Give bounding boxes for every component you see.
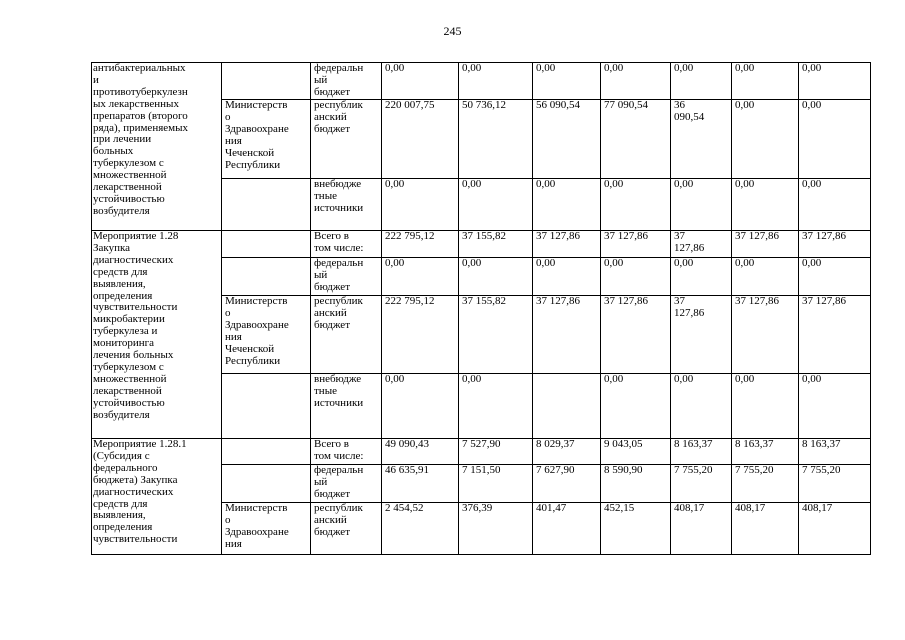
value-cell: 0,00	[601, 374, 671, 439]
activity-name-cell: антибактериальных и противотуберкулезн ых лекарственных препаратов (второго ряда), применяемых при лечении больных туберкулезом с множественной лекарственной устойчивостью возбудителя	[92, 63, 222, 231]
value-cell: 37 127,86	[799, 296, 871, 374]
funding-source-cell: внебюдже тные источники	[311, 179, 382, 231]
value-cell: 37 127,86	[671, 296, 732, 374]
funding-source-cell: федеральн ый бюджет	[311, 258, 382, 296]
value-cell: 8 163,37	[799, 439, 871, 465]
value-cell: 408,17	[732, 503, 799, 555]
value-cell: 222 795,12	[382, 231, 459, 258]
value-cell: 0,00	[671, 179, 732, 231]
value-cell: 0,00	[671, 374, 732, 439]
activity-name-cell: Мероприятие 1.28 Закупка диагностических средств для выявления, определения чувствительности микробактерии туберкулеза и мониторинга лечения больных туберкулезом с множественной лекарственной устойчивостью возбудителя	[92, 231, 222, 439]
value-cell: 37 127,86	[732, 296, 799, 374]
value-cell: 37 127,86	[601, 231, 671, 258]
executor-cell: Министерств о Здравоохране ния	[222, 503, 311, 555]
value-cell: 0,00	[799, 374, 871, 439]
value-cell: 37 127,86	[601, 296, 671, 374]
page-number: 245	[443, 24, 462, 38]
value-cell: 7 151,50	[459, 465, 533, 503]
table-row	[92, 439, 871, 465]
value-cell: 37 155,82	[459, 296, 533, 374]
value-cell: 50 736,12	[459, 100, 533, 179]
value-cell: 0,00	[732, 179, 799, 231]
value-cell: 2 454,52	[382, 503, 459, 555]
value-cell: 0,00	[459, 63, 533, 100]
executor-cell: Министерств о Здравоохране ния Чеченской Республики	[222, 100, 311, 179]
value-cell: 37 127,86	[533, 296, 601, 374]
value-cell: 37 155,82	[459, 231, 533, 258]
value-cell: 36 090,54	[671, 100, 732, 179]
value-cell: 401,47	[533, 503, 601, 555]
value-cell: 0,00	[732, 100, 799, 179]
value-cell: 0,00	[533, 63, 601, 100]
funding-source-cell: Всего в том числе:	[311, 231, 382, 258]
value-cell: 7 627,90	[533, 465, 601, 503]
value-cell: 46 635,91	[382, 465, 459, 503]
value-cell: 408,17	[671, 503, 732, 555]
value-cell: 0,00	[601, 63, 671, 100]
executor-cell	[222, 465, 311, 503]
value-cell: 37 127,86	[671, 231, 732, 258]
value-cell: 0,00	[533, 258, 601, 296]
value-cell: 0,00	[799, 100, 871, 179]
value-cell: 8 163,37	[732, 439, 799, 465]
budget-table	[91, 62, 871, 555]
value-cell: 408,17	[799, 503, 871, 555]
value-cell: 0,00	[459, 258, 533, 296]
value-cell: 8 163,37	[671, 439, 732, 465]
value-cell: 0,00	[382, 179, 459, 231]
funding-source-cell: республик анский бюджет	[311, 100, 382, 179]
executor-cell	[222, 179, 311, 231]
activity-name-cell: Мероприятие 1.28.1 (Субсидия с федерального бюджета) Закупка диагностических средств для выявления, определения чувствительности	[92, 439, 222, 555]
value-cell: 0,00	[382, 374, 459, 439]
value-cell: 7 755,20	[671, 465, 732, 503]
executor-cell	[222, 439, 311, 465]
value-cell: 376,39	[459, 503, 533, 555]
funding-source-cell: федеральн ый бюджет	[311, 465, 382, 503]
executor-cell: Министерств о Здравоохране ния Чеченской Республики	[222, 296, 311, 374]
table-row	[92, 63, 871, 100]
value-cell: 0,00	[799, 63, 871, 100]
value-cell: 0,00	[382, 63, 459, 100]
value-cell: 0,00	[799, 179, 871, 231]
value-cell: 222 795,12	[382, 296, 459, 374]
value-cell: 452,15	[601, 503, 671, 555]
value-cell: 37 127,86	[533, 231, 601, 258]
value-cell: 8 590,90	[601, 465, 671, 503]
executor-cell	[222, 231, 311, 258]
value-cell: 8 029,37	[533, 439, 601, 465]
value-cell: 0,00	[732, 258, 799, 296]
funding-source-cell: республик анский бюджет	[311, 503, 382, 555]
value-cell	[533, 374, 601, 439]
value-cell: 7 527,90	[459, 439, 533, 465]
value-cell: 0,00	[732, 63, 799, 100]
executor-cell	[222, 374, 311, 439]
table-row	[92, 231, 871, 258]
funding-source-cell: Всего в том числе:	[311, 439, 382, 465]
value-cell: 37 127,86	[732, 231, 799, 258]
value-cell: 0,00	[671, 63, 732, 100]
funding-source-cell: внебюдже тные источники	[311, 374, 382, 439]
value-cell: 0,00	[601, 258, 671, 296]
executor-cell	[222, 258, 311, 296]
value-cell: 0,00	[799, 258, 871, 296]
value-cell: 37 127,86	[799, 231, 871, 258]
value-cell: 0,00	[459, 179, 533, 231]
value-cell: 0,00	[533, 179, 601, 231]
funding-source-cell: федеральн ый бюджет	[311, 63, 382, 100]
value-cell: 7 755,20	[732, 465, 799, 503]
value-cell: 0,00	[601, 179, 671, 231]
value-cell: 220 007,75	[382, 100, 459, 179]
value-cell: 9 043,05	[601, 439, 671, 465]
value-cell: 7 755,20	[799, 465, 871, 503]
value-cell: 56 090,54	[533, 100, 601, 179]
value-cell: 49 090,43	[382, 439, 459, 465]
value-cell: 77 090,54	[601, 100, 671, 179]
value-cell: 0,00	[459, 374, 533, 439]
value-cell: 0,00	[382, 258, 459, 296]
value-cell: 0,00	[671, 258, 732, 296]
value-cell: 0,00	[732, 374, 799, 439]
executor-cell	[222, 63, 311, 100]
funding-source-cell: республик анский бюджет	[311, 296, 382, 374]
